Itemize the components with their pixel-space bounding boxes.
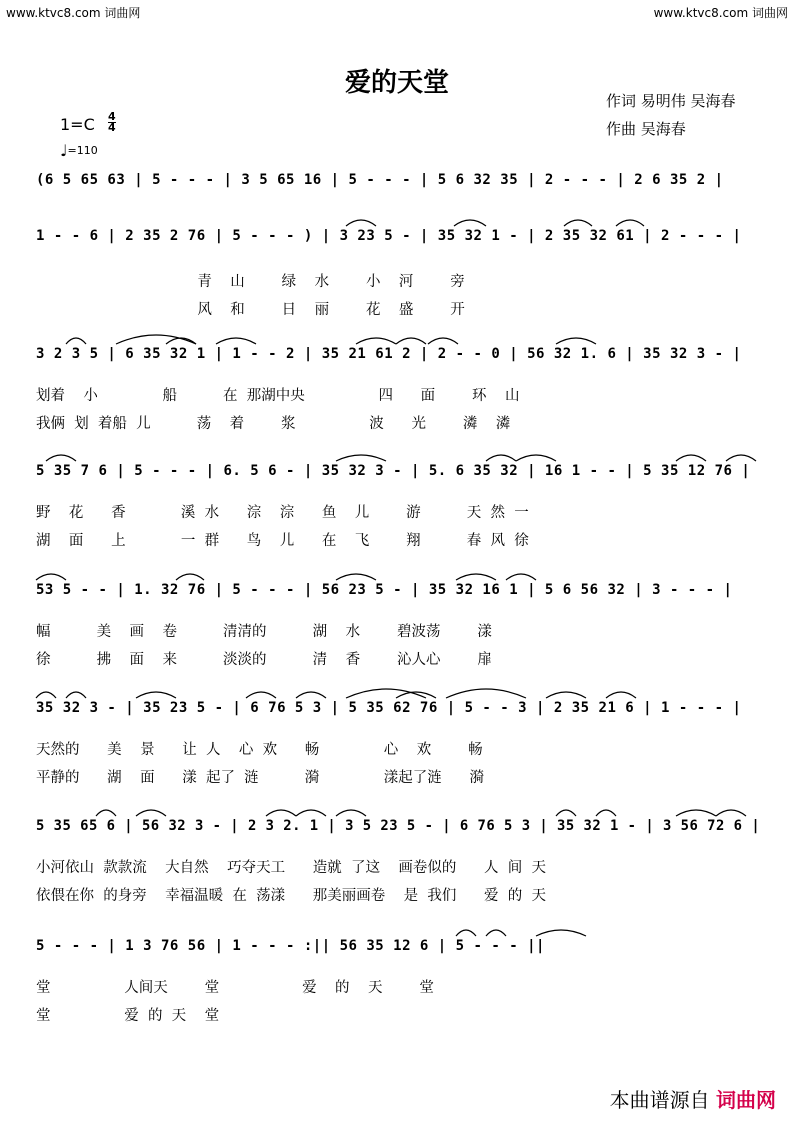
footer-brand: 词曲网: [716, 1088, 776, 1112]
slur-arc: [356, 338, 396, 344]
lyric-line: 风 和 日 丽 花 盛 开: [36, 302, 465, 318]
slur-arc: [556, 338, 596, 344]
notation-text: 53 5 - - | 1. 32 76 | 5 - - - | 56 23 5 - | 35 32 16 1 | 5 6 56 32 | 3 - - - |: [36, 582, 733, 598]
slur-arc: [266, 810, 296, 816]
slur-marks: [36, 680, 760, 700]
slur-arc: [396, 338, 426, 344]
slur-arc: [486, 930, 506, 936]
watermark-right: www.ktvc8.com 词曲网: [653, 6, 788, 20]
lyric-line: 堂 人间天 堂 爱 的 天 堂: [36, 980, 434, 996]
slur-arc: [556, 810, 576, 816]
lyric-line: 划着 小 船 在 那湖中央 四 面 环 山: [36, 388, 520, 404]
slur-arc: [676, 455, 706, 461]
slur-arc: [428, 338, 458, 344]
watermark-left: www.ktvc8.com 词曲网: [6, 6, 141, 20]
tempo-value: =110: [67, 144, 98, 157]
slur-arc: [606, 692, 636, 698]
key-signature: 1=C: [60, 115, 95, 134]
slur-arc: [36, 574, 66, 580]
lyric-line: 野 花 香 溪 水 淙 淙 鱼 儿 游 天 然 一: [36, 505, 529, 521]
slur-arc: [564, 220, 592, 226]
slur-arc: [336, 455, 386, 461]
slur-arc: [46, 455, 76, 461]
slur-arc: [716, 810, 746, 816]
time-signature: [108, 112, 116, 133]
lyric-line: 平静的 湖 面 漾 起了 涟 漪 漾起了涟 漪: [36, 770, 484, 786]
slur-arc: [296, 810, 326, 816]
slur-marks: [36, 798, 760, 818]
slur-marks: [36, 918, 760, 938]
lyric-line: 依偎在你 的身旁 幸福温暖 在 荡漾 那美丽画卷 是 我们 爱 的 天: [36, 888, 546, 904]
slur-marks: [36, 562, 760, 582]
slur-arc: [346, 220, 376, 226]
slur-arc: [726, 455, 756, 461]
slur-arc: [596, 810, 616, 816]
slur-marks: [36, 208, 760, 228]
song-title: 爱的天堂: [344, 68, 449, 98]
time-signature-bottom: 4: [108, 121, 116, 134]
time-signature-top: 4: [108, 110, 116, 123]
notation-text: 5 35 7 6 | 5 - - - | 6. 5 6 - | 35 32 3 - | 5. 6 35 32 | 16 1 - - | 5 35 12 76 |: [36, 463, 751, 479]
footer-source: [610, 1084, 776, 1113]
slur-arc: [456, 574, 496, 580]
lyric-line: 堂 爱 的 天 堂: [36, 1008, 220, 1024]
slur-arc: [346, 689, 426, 698]
lyric-line: 幅 美 画 卷 清清的 湖 水 碧波荡 漾: [36, 624, 492, 640]
slur-arc: [616, 220, 644, 226]
slur-arc: [116, 335, 196, 344]
lyric-line: 徐 拂 面 来 淡淡的 清 香 沁人心 扉: [36, 652, 492, 668]
notation-text: 5 - - - | 1 3 76 56 | 1 - - - :|| 56 35 12 6 | 5 - - - ||: [36, 938, 545, 954]
lyric-line: 我俩 划 着船 儿 荡 着 浆 波 光 潾 潾: [36, 416, 511, 432]
composer-credit: 作曲 吴海春: [606, 120, 686, 138]
score-line: [36, 228, 760, 250]
score-line: [36, 172, 760, 194]
slur-arc: [176, 574, 204, 580]
slur-arc: [246, 692, 276, 698]
lyric-line: 湖 面 上 一 群 鸟 儿 在 飞 翔 春 风 徐: [36, 533, 529, 549]
footer-source-text: 本曲谱源自: [609, 1088, 710, 1112]
slur-arc: [396, 692, 436, 698]
slur-arc: [216, 338, 256, 344]
slur-arc: [66, 692, 86, 698]
score-line: [36, 700, 760, 722]
slur-arc: [66, 338, 86, 344]
slur-arc: [36, 692, 56, 698]
score-line: [36, 582, 760, 604]
slur-arc: [336, 574, 376, 580]
lyric-line: 青 山 绿 水 小 河 旁: [36, 274, 465, 290]
slur-arc: [296, 692, 326, 698]
slur-arc: [136, 692, 176, 698]
notation-text: 3 2 3 5 | 6 35 32 1 | 1 - - 2 | 35 21 61 2 | 2 - - 0 | 56 32 1. 6 | 35 32 3 - |: [36, 346, 742, 362]
notation-text: (6 5 65 63 | 5 - - - | 3 5 65 16 | 5 - - - | 5 6 32 35 | 2 - - - | 2 6 35 2 |: [36, 172, 724, 188]
notation-text: 5 35 65 6 | 56 32 3 - | 2 3 2. 1 | 3 5 23 5 - | 6 76 5 3 | 35 32 1 - | 3 56 72 6 |: [36, 818, 761, 834]
score-line: [36, 938, 760, 960]
quarter-note-icon: ♩: [60, 141, 68, 160]
lyricist-credit: 作词 易明伟 吴海春: [606, 92, 736, 110]
slur-marks: [36, 443, 760, 463]
lyric-line: 天然的 美 景 让 人 心 欢 畅 心 欢 畅: [36, 742, 483, 758]
lyric-line: 小河依山 款款流 大自然 巧夺天工 造就 了这 画卷似的 人 间 天: [36, 860, 546, 876]
slur-arc: [336, 810, 366, 816]
notation-text: 1 - - 6 | 2 35 2 76 | 5 - - - ) | 3 23 5 - | 35 32 1 - | 2 35 32 61 | 2 - - - |: [36, 228, 742, 244]
slur-arc: [456, 930, 476, 936]
notation-text: 35 32 3 - | 35 23 5 - | 6 76 5 3 | 5 35 62 76 | 5 - - 3 | 2 35 21 6 | 1 - - - |: [36, 700, 742, 716]
score-line: [36, 818, 760, 840]
slur-arc: [96, 810, 116, 816]
slur-arc: [486, 455, 516, 461]
score-line: [36, 346, 760, 368]
score-line: [36, 463, 760, 485]
slur-marks: [36, 152, 760, 172]
slur-arc: [136, 810, 166, 816]
slur-arc: [516, 455, 556, 461]
slur-arc: [506, 574, 536, 580]
slur-arc: [446, 689, 526, 698]
slur-arc: [454, 220, 486, 226]
slur-marks: [36, 326, 760, 346]
slur-arc: [536, 930, 586, 936]
slur-arc: [676, 810, 716, 816]
slur-arc: [546, 692, 586, 698]
